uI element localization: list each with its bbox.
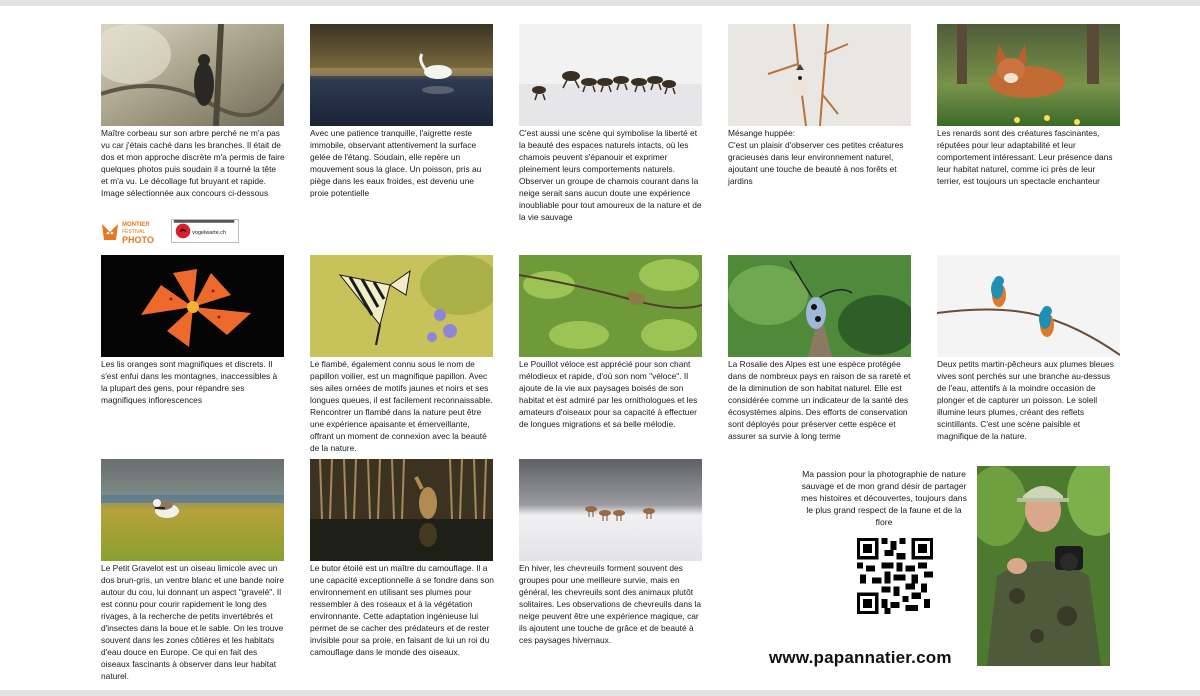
photo-card-plover	[101, 459, 285, 682]
vogelwarte-logo	[171, 219, 239, 243]
fox-caption: Les renards sont des créatures fascinantes, réputées pour leur adaptabilité et leur comportement intéressant. Leur présence dans leur habitat naturel, comme ici près de leur terrier, est toujours un spectacle enchanteur	[937, 128, 1113, 186]
bittern-photo	[310, 459, 493, 561]
chamois-photo	[519, 24, 702, 126]
plover-photo	[101, 459, 284, 561]
montier-logo-text-top: MONTIER	[122, 222, 150, 228]
kingfishers-caption: Deux petits martin-pêcheurs aux plumes bleues vives sont perchés sur une branche au-dessus de l'eau, attentifs à la moindre occasion de plonger et de capturer un poisson. Le soleil illumine leurs plumes, créant des reflets scintillants. C'est une scène paisible et magnifique de la nature.	[937, 359, 1114, 441]
photo-card-lily	[101, 255, 285, 406]
vogelwarte-logo-text: vogelwarte.ch	[192, 229, 227, 236]
passion-statement: Ma passion pour la photographie de nature sauvage et de mon grand désir de partager mes histoires et découvertes, toujours dans le plus grand respect de la faune et de la flore	[801, 469, 967, 527]
raven-photo	[101, 24, 284, 126]
contest-logos	[100, 218, 250, 246]
crested-tit-caption: Mésange huppée: C'est un plaisir d'observer ces petites créatures gracieuses dans leur environnement naturel, ajoutant une touche de beauté à nos forêts et jardins	[728, 128, 904, 186]
chamois-caption: C'est aussi une scène qui symbolise la liberté et la beauté des espaces naturels intacts, où les chamois peuvent s'épanouir et exprimer pleinement leurs comportements naturels. Observer un groupe de chamois courant dans la neige serait sans aucun doute une expérience inoubliable pour tout amoureux de la nature et de la vie sauvage	[519, 128, 702, 222]
rosalia-photo	[728, 255, 911, 357]
montier-logo-text-mid: FESTIVAL	[122, 229, 146, 235]
photo-card-kingfishers	[937, 255, 1121, 442]
photo-card-raven	[101, 24, 285, 199]
swallowtail-photo	[310, 255, 493, 357]
fox-photo	[937, 24, 1120, 126]
photo-card-fox	[937, 24, 1121, 187]
portfolio-page	[0, 6, 1200, 690]
photographer-portrait	[977, 466, 1110, 666]
bittern-caption: Le butor étoilé est un maître du camouflage. Il a une capacité exceptionnelle à se fondre dans son environnement en utilisant ses plumes pour ressembler à des roseaux et à la végétation environnante. Cette adaptation ingénieuse lui permet de se cacher des prédateurs et de rester invisible pour sa proie, en faisant de lui un roi du camouflage dans le monde des oiseaux.	[310, 563, 494, 657]
roe-deer-caption: En hiver, les chevreuils forment souvent des groupes pour une meilleure survie, mais en général, les chevreuils sont des animaux plutôt solitaires. Les observations de chevreuils dans la neige peuvent être une expérience magique, car ils ajoutent une touche de grâce et de beauté à ces paysages hivernaux.	[519, 563, 702, 645]
photo-card-roe-deer	[519, 459, 703, 646]
kingfishers-photo	[937, 255, 1120, 357]
photo-card-chiffchaff	[519, 255, 703, 430]
montier-logo-text-bottom: PHOTO	[122, 235, 154, 245]
chiffchaff-caption: Le Pouillot véloce est apprécié pour son chant mélodieux et rapide, d'où son nom "véloce". Il ajoute de la vie aux paysages boisés de son habitat et est admiré par les ornithologues et les amateurs d'oiseaux pour sa capacité à effectuer de longues migrations et sa belle mélodie.	[519, 359, 698, 429]
qr-code[interactable]	[857, 538, 933, 614]
egret-caption: Avec une patience tranquille, l'aigrette reste immobile, observant attentivement la surface gelée de l'étang. Soudain, elle repère un mouvement sous la glace. Un poisson, pris au piège dans les eaux froides, est devenu une proie potentielle	[310, 128, 482, 198]
crested-tit-photo	[728, 24, 911, 126]
photo-card-rosalia	[728, 255, 912, 442]
photo-card-bittern	[310, 459, 494, 658]
photo-card-chamois	[519, 24, 703, 223]
lily-caption: Les lis oranges sont magnifiques et discrets. Il s'est enfui dans les montagnes, inaccessibles à la plupart des gens, pour répandre ses magnifiques inflorescences	[101, 359, 278, 405]
photo-card-swallowtail	[310, 255, 494, 454]
lily-photo	[101, 255, 284, 357]
chiffchaff-photo	[519, 255, 702, 357]
photo-card-egret	[310, 24, 494, 199]
montier-festival-photo-logo	[100, 218, 160, 246]
swallowtail-caption: Le flambé, également connu sous le nom de papillon voilier, est un magnifique papillon. Avec ses ailes ornées de motifs jaunes et noirs et ses longues queues, il est facilement reconnaissable. Rencontrer un flambé dans la nature peut être une expérience apaisante et émerveillante, offrant un moment de connexion avec la beauté de la nature.	[310, 359, 493, 453]
plover-caption: Le Petit Gravelot est un oiseau limicole avec un dos brun-gris, un ventre blanc et une bande noire autour du cou, lui donnant un aspect "gravelé". Il est connu pour courir rapidement le long des rivages, à la recherche de petits invertébrés et d'insectes dans la boue et le sable. On les trouve souvent dans les zones côtières et les habitats d'eau douce en Europe. Ce qui en fait des oiseaux fascinants à observer dans leur habitat naturel.	[101, 563, 284, 681]
raven-caption: Maître corbeau sur son arbre perché ne m'a pas vu car j'étais caché dans les branches. Il était de dos et mon approche discrète m'a permis de faire quelques photos puis soudain il a tourné la tête et m'a vu. Le décollage fut bruyant et rapide. Image sélectionnée aux concours ci-dessous	[101, 128, 285, 198]
egret-photo	[310, 24, 493, 126]
website-link[interactable]: www.papannatier.com	[769, 648, 952, 667]
photo-card-crested-tit	[728, 24, 912, 187]
rosalia-caption: La Rosalie des Alpes est une espèce protégée dans de nombreux pays en raison de sa rareté et de la diminution de son habitat naturel. Elle est considérée comme un indicateur de la santé des écosystèmes alpins. Des efforts de conservation sont déployés pour préserver cette espèce et assurer sa survie à long terme	[728, 359, 911, 441]
roe-deer-photo	[519, 459, 702, 561]
